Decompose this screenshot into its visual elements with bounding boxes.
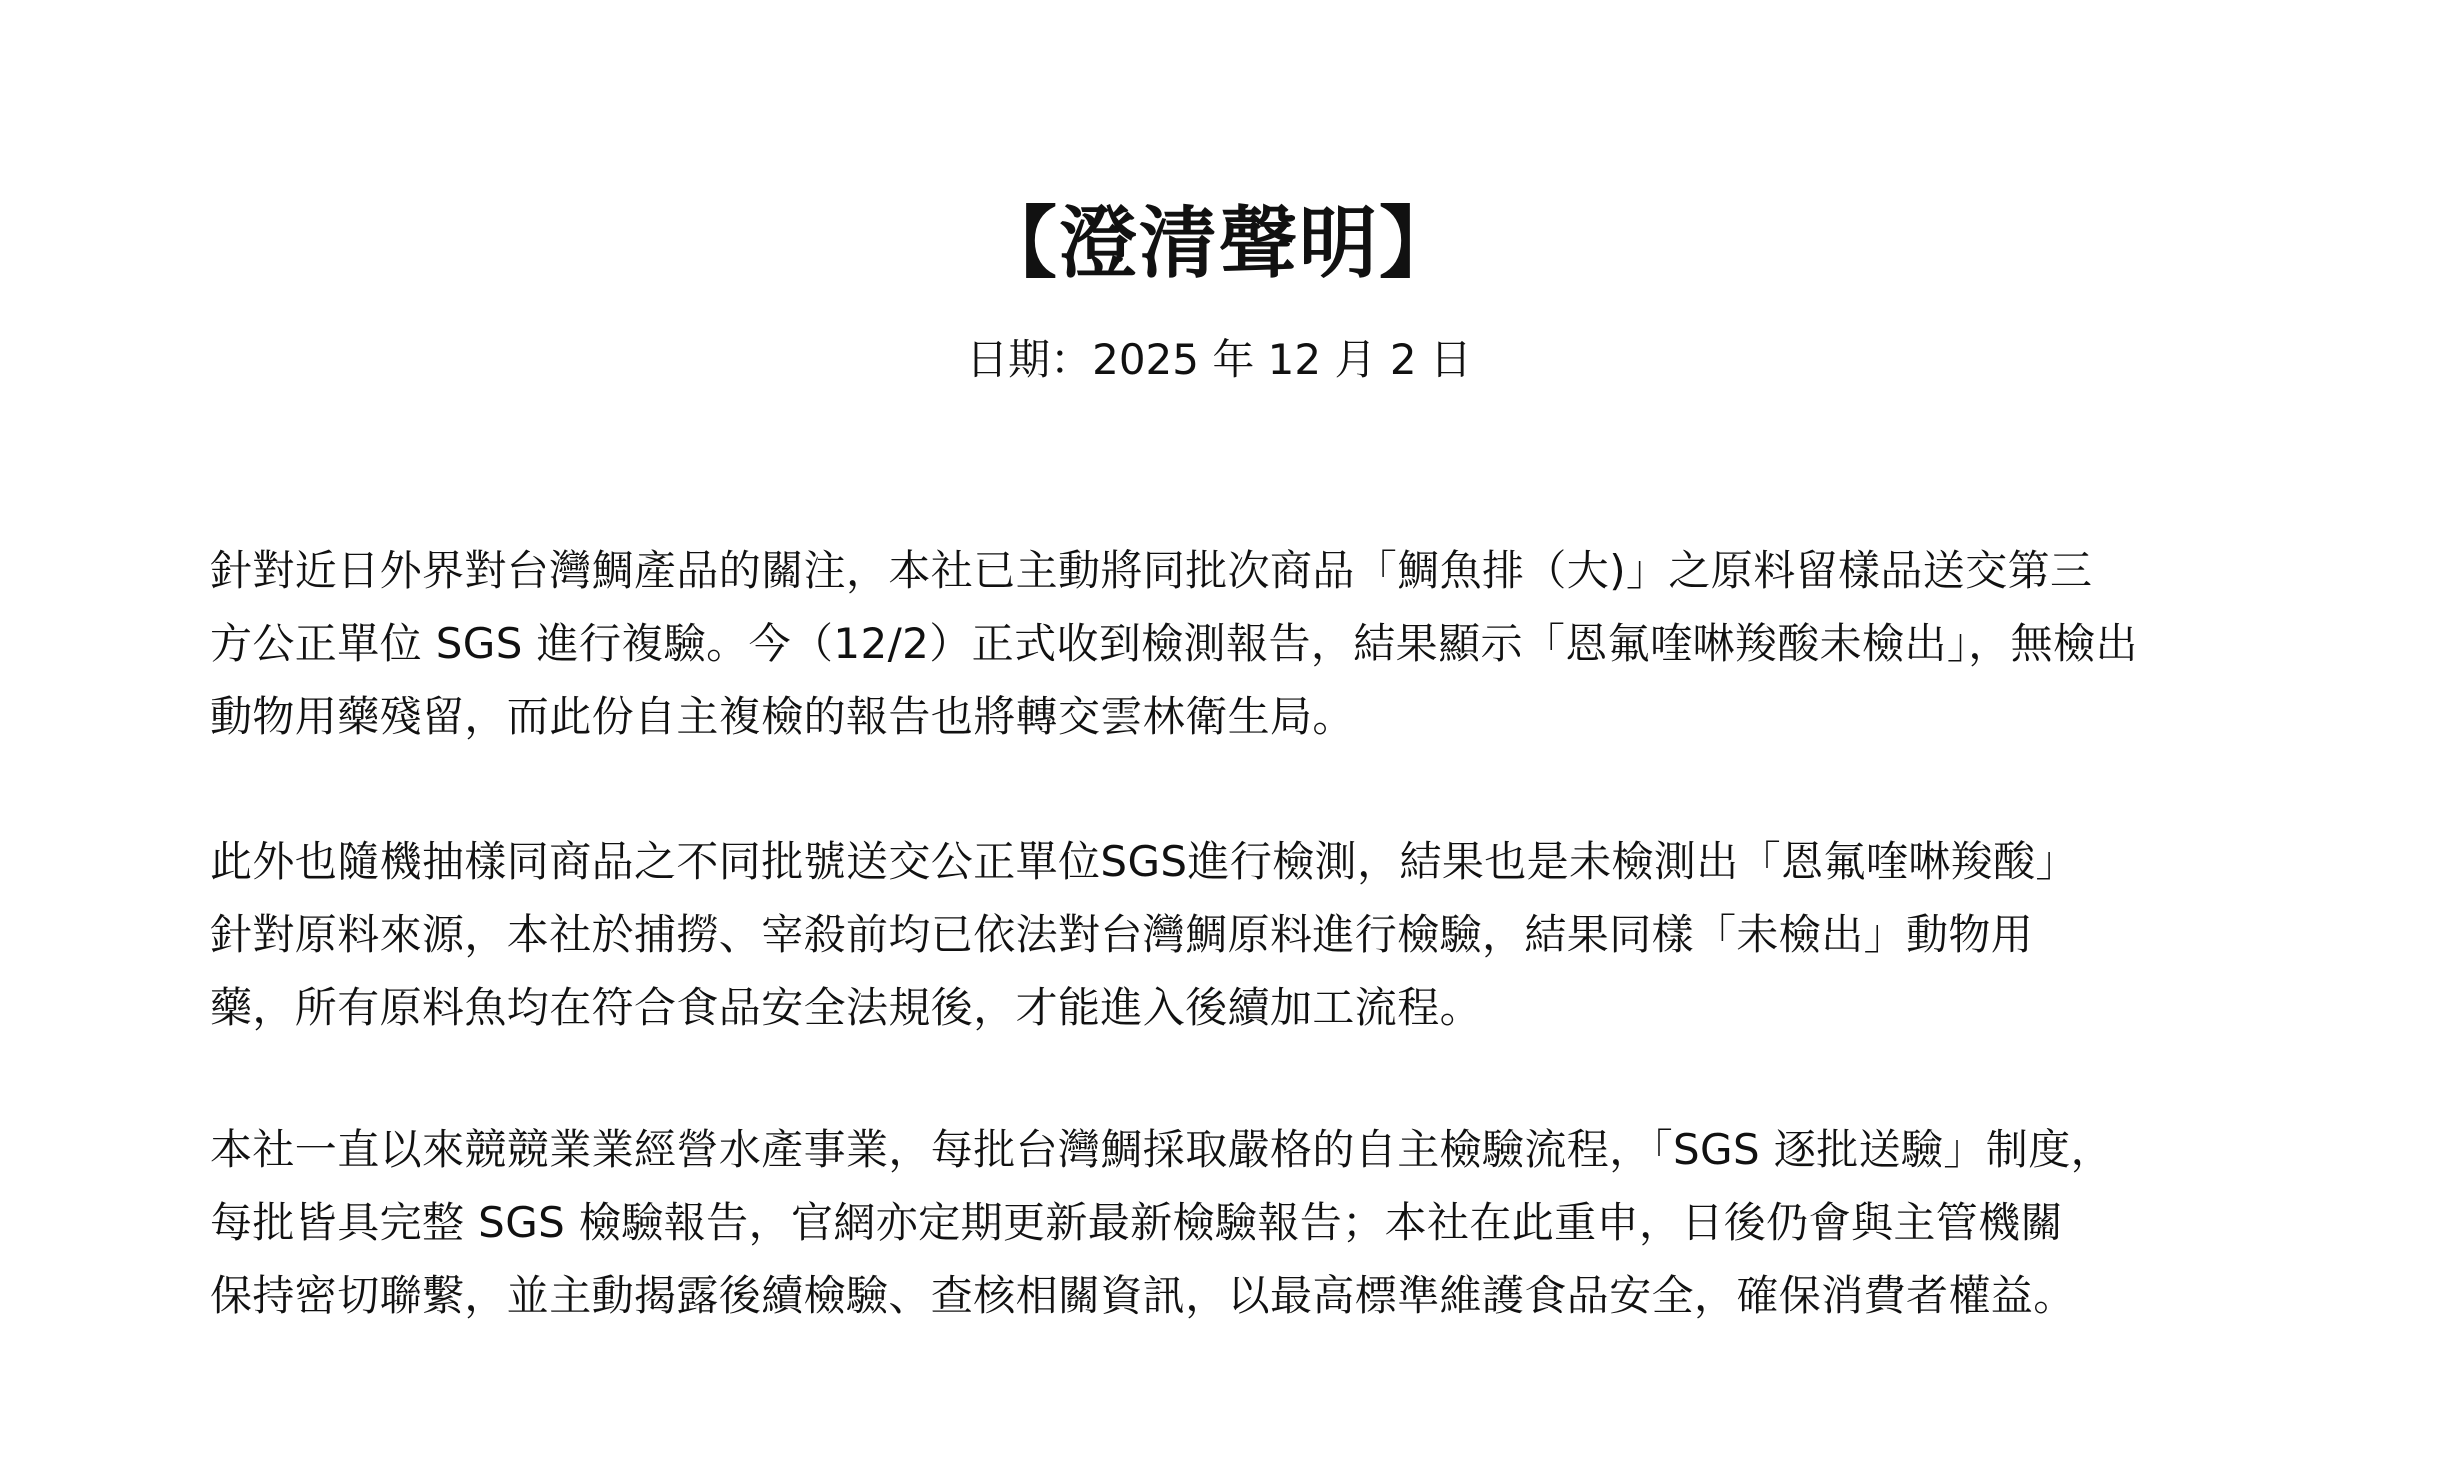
paragraph-line: 動物用藥殘留，而此份自主複檢的報告也將轉交雲林衛生局。	[210, 692, 1355, 741]
paragraph-line: 本社一直以來競競業業經營水產事業，每批台灣鯛採取嚴格的自主檢驗流程，「SGS 逐批送驗」制度，	[210, 1125, 2114, 1174]
paragraph-line: 針對原料來源，本社於捕撈、宰殺前均已依法對台灣鯛原料進行檢驗，結果同樣「未檢出」動物用	[210, 910, 2034, 959]
paragraph-line: 藥，所有原料魚均在符合食品安全法規後，才能進入後續加工流程。	[210, 983, 1483, 1032]
page-title: 【澄清聲明】	[978, 199, 1459, 289]
paragraph-line: 每批皆具完整 SGS 檢驗報告，官網亦定期更新最新檢驗報告；本社在此重申，日後仍會與主管機關	[210, 1198, 2063, 1247]
paragraph-line: 針對近日外界對台灣鯛產品的關注，本社已主動將同批次商品「鯛魚排（大)」之原料留樣品送交第三	[210, 546, 2093, 595]
statement-date: 日期：2025 年 12 月 2 日	[966, 335, 1472, 384]
paragraph-line: 保持密切聯繫，並主動揭露後續檢驗、查核相關資訊，以最高標準維護食品安全，確保消費者權益。	[210, 1271, 2076, 1320]
paragraph-raw-material	[210, 825, 2270, 1044]
paragraph-commitment	[210, 1113, 2270, 1332]
paragraph-line: 此外也隨機抽樣同商品之不同批號送交公正單位SGS進行檢測，結果也是未檢測出「恩氟喹啉羧酸」	[210, 837, 2078, 886]
paragraph-line: 方公正單位 SGS 進行複驗。今（12/2）正式收到檢測報告，結果顯示「恩氟喹啉羧酸未檢出」，無檢出	[210, 619, 2138, 668]
paragraph-test-results	[210, 534, 2270, 753]
